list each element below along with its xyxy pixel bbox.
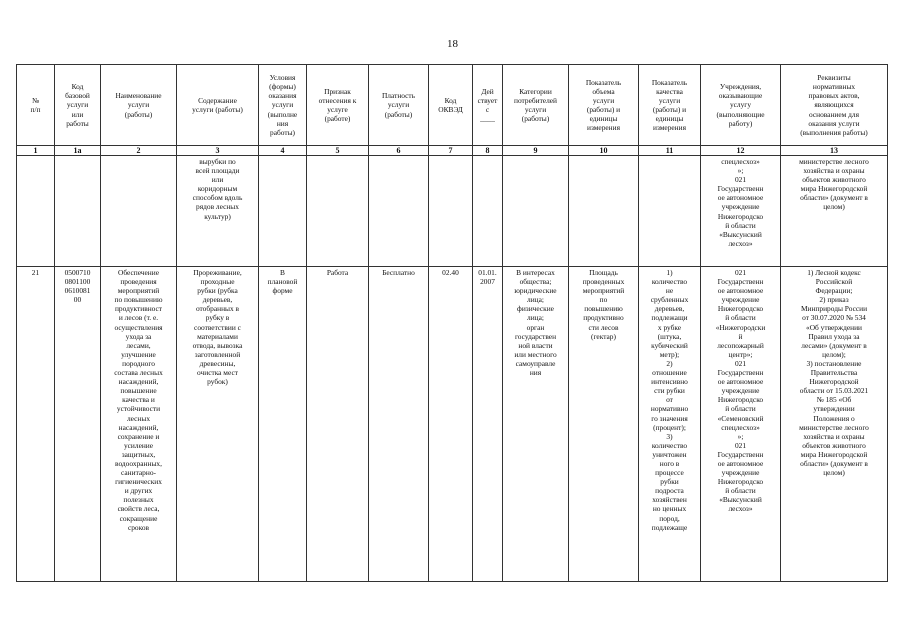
- column-number: 6: [369, 146, 429, 156]
- cell-institutions-continued: спецлесхоз» »; 021 Государственн ое автономное учреждение Нижегородско й области «Выксунский лесхоз»: [701, 156, 781, 267]
- header-since: Дей ствует с ____: [473, 65, 503, 146]
- cell-consumers: В интересах общества; юридические лица; физические лица; орган государствен ной власти или местного самоуправле ния: [503, 267, 569, 582]
- table-cell: [101, 156, 177, 267]
- cell-institutions: 021 Государственн ое автономное учреждение Нижегородско й области «Нижегородски й лесопожарный центр»; 021 Государственн ое автономное учреждение Нижегородско й области «Семеновский спецлесхоз» »; 021 Государственн ое автономное учреждение Нижегородско й области «Выксунский лесхоз»: [701, 267, 781, 582]
- header-content: Содержание услуги (работы): [177, 65, 259, 146]
- header-payment: Платность услуги (работы): [369, 65, 429, 146]
- cell-code: 0500710 0801100 0610081 00: [55, 267, 101, 582]
- cell-okved: 02.40: [429, 267, 473, 582]
- header-type: Признак отнесения к услуге (работе): [307, 65, 369, 146]
- header-row: [17, 65, 888, 146]
- column-number: 4: [259, 146, 307, 156]
- header-quality: Показатель качества услуги (работы) и единицы измерения: [639, 65, 701, 146]
- header-num: № п/п: [17, 65, 55, 146]
- services-registry-table: [16, 64, 888, 582]
- header-name: Наименование услуги (работы): [101, 65, 177, 146]
- cell-num: 21: [17, 267, 55, 582]
- table-row-21: [17, 267, 888, 582]
- cell-content: Прореживание, проходные рубки (рубка деревьев, отобранных в рубку в соответствии с материалами отвода, вывозка заготовленной древесины, очистка мест рубок): [177, 267, 259, 582]
- column-number: 1а: [55, 146, 101, 156]
- column-number: 11: [639, 146, 701, 156]
- cell-since: 01.01. 2007: [473, 267, 503, 582]
- column-number: 2: [101, 146, 177, 156]
- header-volume: Показатель объема услуги (работы) и единицы измерения: [569, 65, 639, 146]
- cell-volume: Площадь проведенных мероприятий по повышению продуктивно сти лесов (гектар): [569, 267, 639, 582]
- column-number: 5: [307, 146, 369, 156]
- cell-payment: Бесплатно: [369, 267, 429, 582]
- cell-type: Работа: [307, 267, 369, 582]
- header-consumers: Категории потребителей услуги (работы): [503, 65, 569, 146]
- table-row-continuation: [17, 156, 888, 267]
- header-form: Условия (формы) оказания услуги (выполне ния работы): [259, 65, 307, 146]
- cell-quality: 1) количество не срубленных деревьев, подлежащи х рубке (штука, кубический метр); 2) отношение интенсивно сти рубки от нормативно го значения (процент); 3) количество уничтожен ного в процессе рубки подроста хозяйствен но ценных пород, подлежаще: [639, 267, 701, 582]
- header-code: Код базовой услуги или работы: [55, 65, 101, 146]
- header-institutions: Учреждения, оказывающие услугу (выполняющие работу): [701, 65, 781, 146]
- table-cell: [639, 156, 701, 267]
- header-okved: Код ОКВЭД: [429, 65, 473, 146]
- cell-legal-acts-continued: министерстве лесного хозяйства и охраны объектов животного мира Нижегородской области» (документ в целом): [781, 156, 888, 267]
- column-number: 13: [781, 146, 888, 156]
- table-cell: [259, 156, 307, 267]
- table-cell: [473, 156, 503, 267]
- table-cell: [17, 156, 55, 267]
- column-number-row: [17, 146, 888, 156]
- column-number: 7: [429, 146, 473, 156]
- cell-name: Обеспечение проведения мероприятий по повышению продуктивност и лесов (т. е. осуществления ухода за лесами, улучшение породного состава лесных насаждений, повышение качества и устойчивости лесных насаждений, сохранение и усиление защитных, водоохранных, санитарно- гигиенических и других полезных свойств леса, сокращение сроков: [101, 267, 177, 582]
- column-number: 1: [17, 146, 55, 156]
- cell-content-continued: вырубки по всей площади или коридорным способом вдоль рядов лесных культур): [177, 156, 259, 267]
- column-number: 12: [701, 146, 781, 156]
- table-cell: [55, 156, 101, 267]
- column-number: 8: [473, 146, 503, 156]
- column-number: 10: [569, 146, 639, 156]
- column-number: 3: [177, 146, 259, 156]
- table-cell: [307, 156, 369, 267]
- table-cell: [369, 156, 429, 267]
- header-legal-acts: Реквизиты нормативных правовых актов, являющихся основанием для оказания услуги (выполнения работы): [781, 65, 888, 146]
- table-cell: [503, 156, 569, 267]
- column-number: 9: [503, 146, 569, 156]
- cell-form: В плановой форме: [259, 267, 307, 582]
- page-number: 18: [447, 38, 458, 50]
- table-cell: [569, 156, 639, 267]
- cell-legal-acts: 1) Лесной кодекс Российской Федерации; 2) приказ Минприроды России от 30.07.2020 № 534 «Об утверждении Правил ухода за лесами» (документ в целом); 3) постановление Правительства Нижегородской области от 15.03.2021 № 185 «Об утверждении Положения о министерстве лесного хозяйства и охраны объектов животного мира Нижегородской области» (документ в целом): [781, 267, 888, 582]
- table-cell: [429, 156, 473, 267]
